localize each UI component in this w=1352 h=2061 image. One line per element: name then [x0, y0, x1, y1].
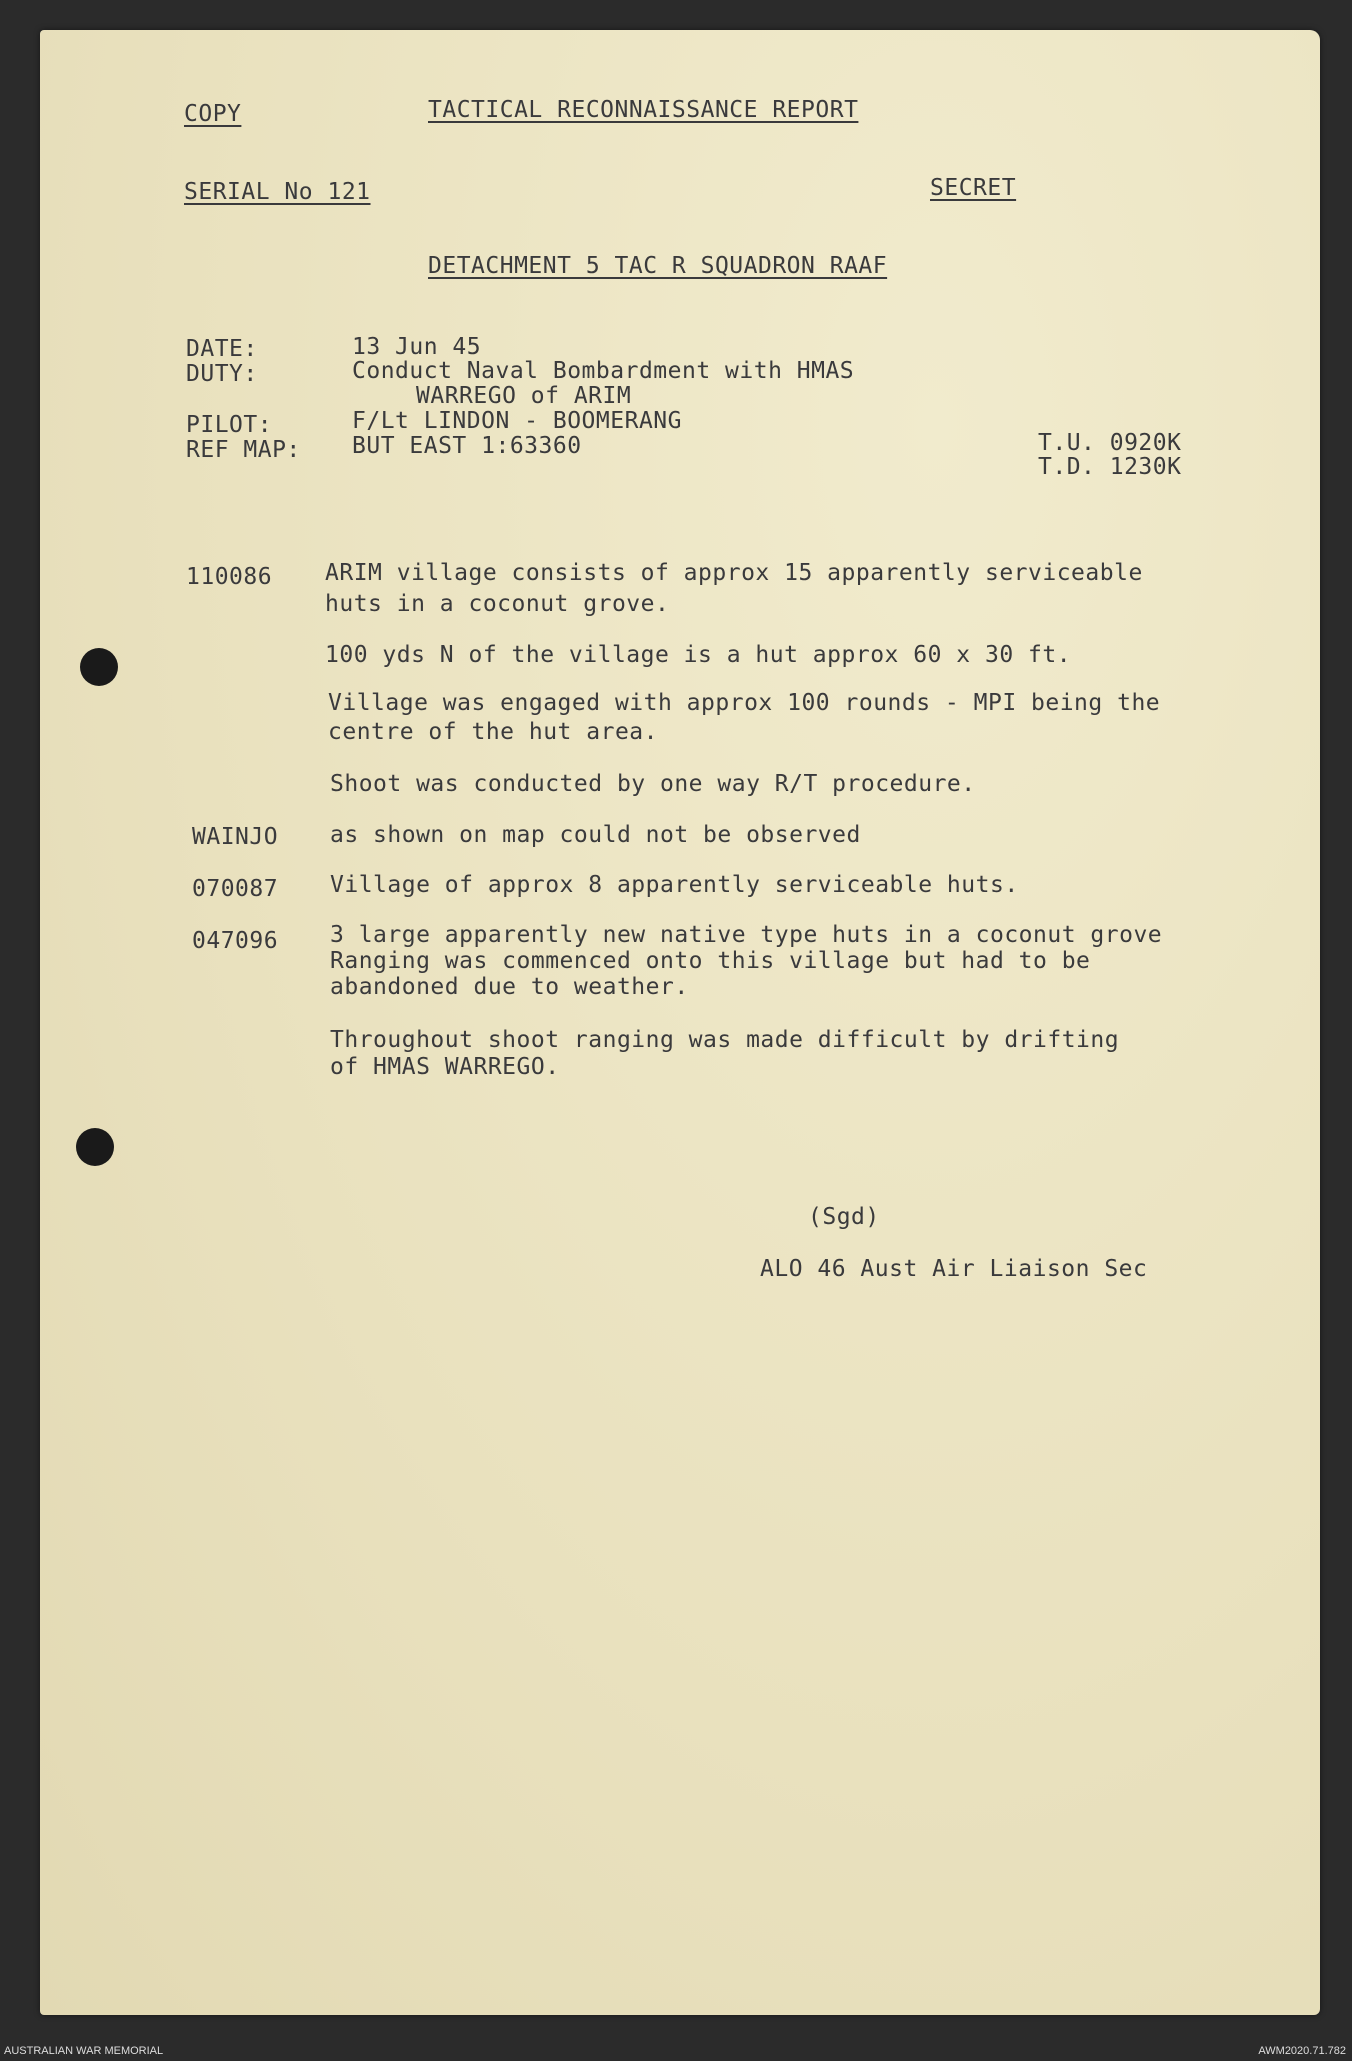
footer-credit: AUSTRALIAN WAR MEMORIAL	[4, 2045, 164, 2057]
entry-line: as shown on map could not be observed	[330, 822, 861, 848]
refmap-value: BUT EAST 1:63360	[352, 433, 582, 459]
time-down: T.D. 1230K	[1038, 454, 1182, 480]
signer: ALO 46 Aust Air Liaison Sec	[760, 1256, 1148, 1282]
pilot-label: PILOT:	[186, 412, 273, 438]
copy-label: COPY	[184, 101, 242, 127]
entry-line: ARIM village consists of approx 15 apparently serviceable	[325, 560, 1143, 586]
entry-line: Ranging was commenced onto this village but had to be	[330, 948, 1091, 974]
entry-line: centre of the hut area.	[328, 719, 658, 745]
signed-mark: (Sgd)	[808, 1204, 880, 1230]
document-page	[40, 30, 1320, 2015]
report-title: TACTICAL RECONNAISSANCE REPORT	[428, 97, 859, 123]
entry-ref: 110086	[186, 564, 273, 590]
duty-value-cont: WARREGO of ARIM	[416, 383, 632, 409]
entry-line: 3 large apparently new native type huts in a coconut grove	[330, 922, 1163, 948]
entry-ref: 047096	[192, 928, 279, 954]
entry-line: Throughout shoot ranging was made difficult by drifting	[330, 1027, 1120, 1053]
classification: SECRET	[930, 175, 1017, 201]
entry-ref: WAINJO	[192, 824, 279, 850]
entry-line: of HMAS WARREGO.	[330, 1054, 560, 1080]
duty-label: DUTY:	[186, 361, 258, 387]
entry-line: Shoot was conducted by one way R/T procedure.	[330, 771, 976, 797]
time-up: T.U. 0920K	[1038, 430, 1182, 456]
entry-line: huts in a coconut grove.	[325, 591, 670, 617]
entry-ref: 070087	[192, 876, 279, 902]
unit-heading: DETACHMENT 5 TAC R SQUADRON RAAF	[428, 253, 888, 279]
footer-accession: AWM2020.71.782	[1258, 2045, 1346, 2057]
duty-value: Conduct Naval Bombardment with HMAS	[352, 358, 855, 384]
punch-hole	[76, 1128, 114, 1166]
entry-line: abandoned due to weather.	[330, 974, 689, 1000]
punch-hole	[80, 648, 118, 686]
entry-line: 100 yds N of the village is a hut approx 60 x 30 ft.	[325, 642, 1072, 668]
serial-number: SERIAL No 121	[184, 179, 371, 205]
pilot-value: F/Lt LINDON - BOOMERANG	[352, 408, 682, 434]
entry-line: Village was engaged with approx 100 rounds - MPI being the	[328, 690, 1161, 716]
date-value: 13 Jun 45	[352, 334, 482, 360]
date-label: DATE:	[186, 336, 258, 362]
entry-line: Village of approx 8 apparently serviceable huts.	[330, 872, 1019, 898]
refmap-label: REF MAP:	[186, 437, 301, 463]
